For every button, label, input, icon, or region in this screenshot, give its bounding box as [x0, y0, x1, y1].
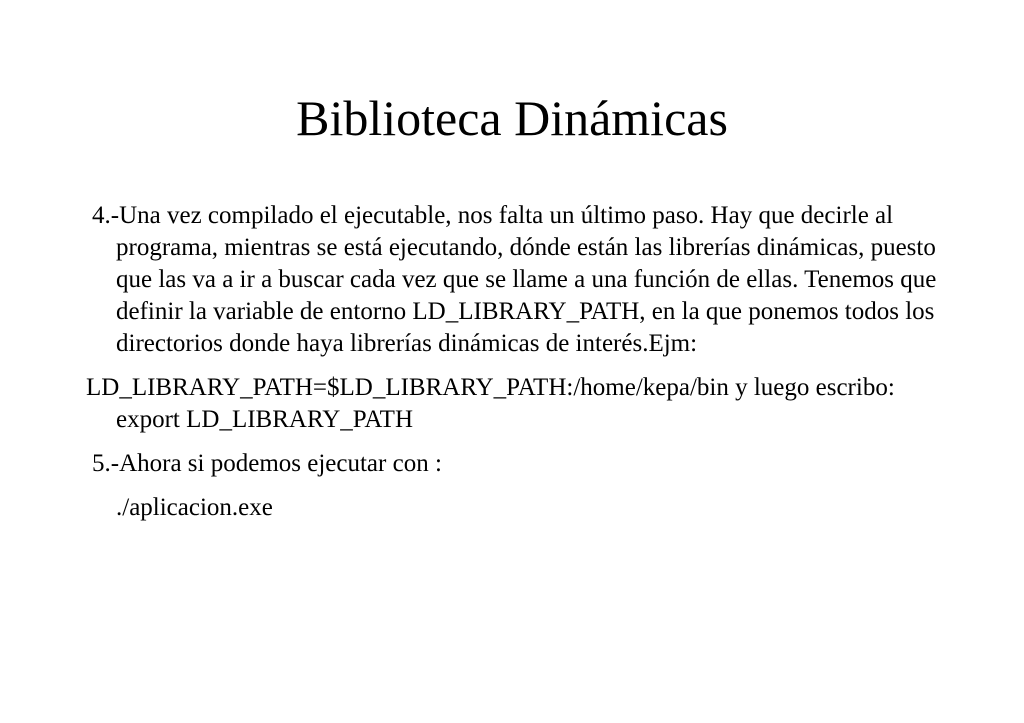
paragraph-run-command: ./aplicacion.exe [116, 494, 273, 521]
slide-body [86, 200, 946, 524]
paragraph-ld-library-path-command: LD_LIBRARY_PATH=$LD_LIBRARY_PATH:/home/kepa/bin y luego escribo: export LD_LIBRARY_PATH [86, 374, 895, 433]
slide-title: Biblioteca Dinámicas [296, 90, 728, 146]
paragraph-step-5: 5.-Ahora si podemos ejecutar con : [92, 450, 442, 477]
paragraph-step-4: 4.-Una vez compilado el ejecutable, nos falta un último paso. Hay que decirle al programa, mientras se está ejecutando, dónde están las librerías dinámicas, puesto que las va a ir a buscar cada vez que se llame a una función de ellas. Tenemos que definir la variable de entorno LD_LIBRARY_PATH, en la que ponemos todos los directorios donde haya librerías dinámicas de interés.Ejm: [92, 202, 937, 357]
